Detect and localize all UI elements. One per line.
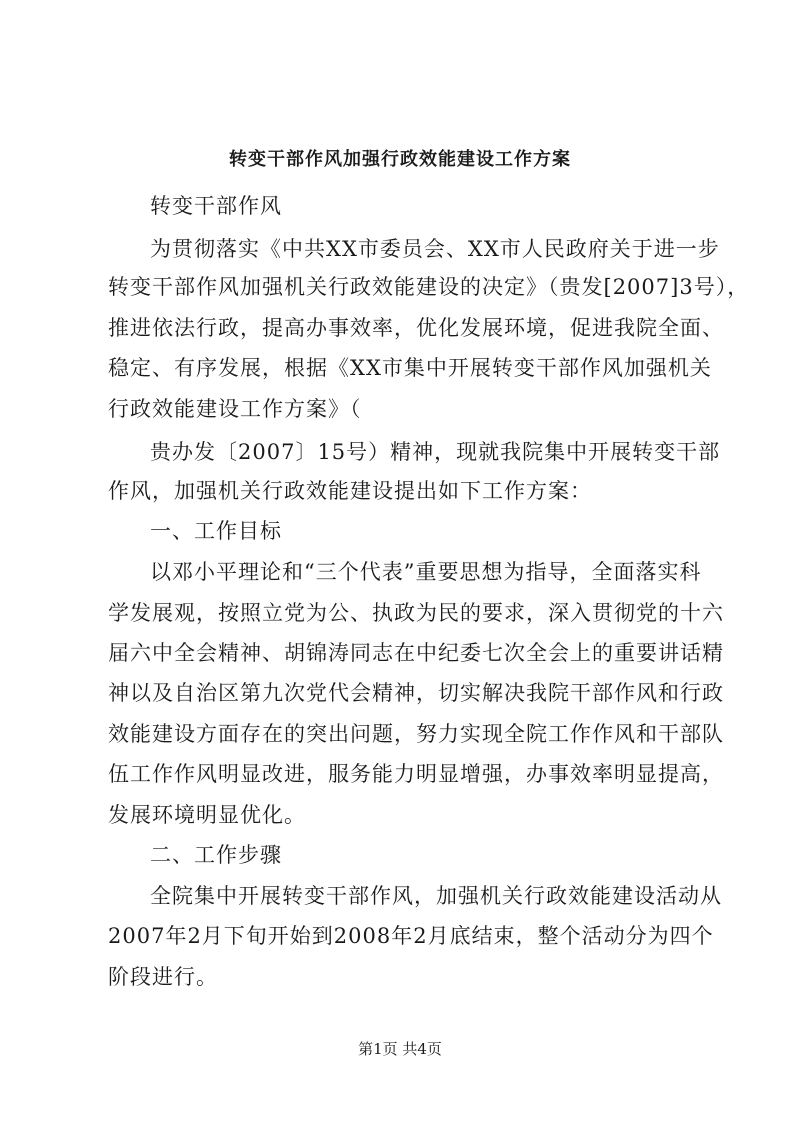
paragraph-line: 学发展观，按照立党为公、执政为民的要求，深入贯彻党的十六 [108,601,724,625]
section-heading: 二、工作步骤 [150,843,282,867]
paragraph-line: 为贯彻落实《中共XX市委员会、XX市人民政府关于进一步 [150,237,720,261]
paragraph-line: 转变干部作风加强机关行政效能建设的决定》（贵发[2007]3号）， [108,275,750,299]
section-heading: 一、工作目标 [150,519,282,543]
paragraph-line: 稳定、有序发展，根据《XX市集中开展转变干部作风加强机关 [108,356,712,380]
paragraph-line: 以邓小平理论和“三个代表”重要思想为指导，全面落实科 [150,560,702,584]
page-footer: 第1页 共4页 [358,1040,442,1058]
paragraph-line: 阶段进行。 [108,965,218,989]
paragraph-line: 作风，加强机关行政效能建设提出如下工作方案： [108,479,592,503]
paragraph-line: 神以及自治区第九次党代会精神，切实解决我院干部作风和行政 [108,681,724,705]
document-title: 转变干部作风加强行政效能建设工作方案 [229,149,571,170]
paragraph-line: 伍工作作风明显改进，服务能力明显增强，办事效率明显提高， [108,762,724,786]
paragraph-line: 效能建设方面存在的突出问题，努力实现全院工作作风和干部队 [108,722,724,746]
paragraph-line: 届六中全会精神、胡锦涛同志在中纪委七次全会上的重要讲话精 [108,641,724,665]
section-subtitle: 转变干部作风 [150,194,282,218]
paragraph-line: 全院集中开展转变干部作风，加强机关行政效能建设活动从 [150,884,722,908]
paragraph-line: 贵办发〔2007〕15号）精神，现就我院集中开展转变干部 [150,440,721,464]
paragraph-line: 行政效能建设工作方案》（ [108,397,362,421]
paragraph-line: 推进依法行政，提高办事效率，优化发展环境，促进我院全面、 [108,316,724,340]
paragraph-line: 发展环境明显优化。 [108,803,306,827]
paragraph-line: 2007年2月下旬开始到2008年2月底结束，整个活动分为四个 [108,924,714,948]
